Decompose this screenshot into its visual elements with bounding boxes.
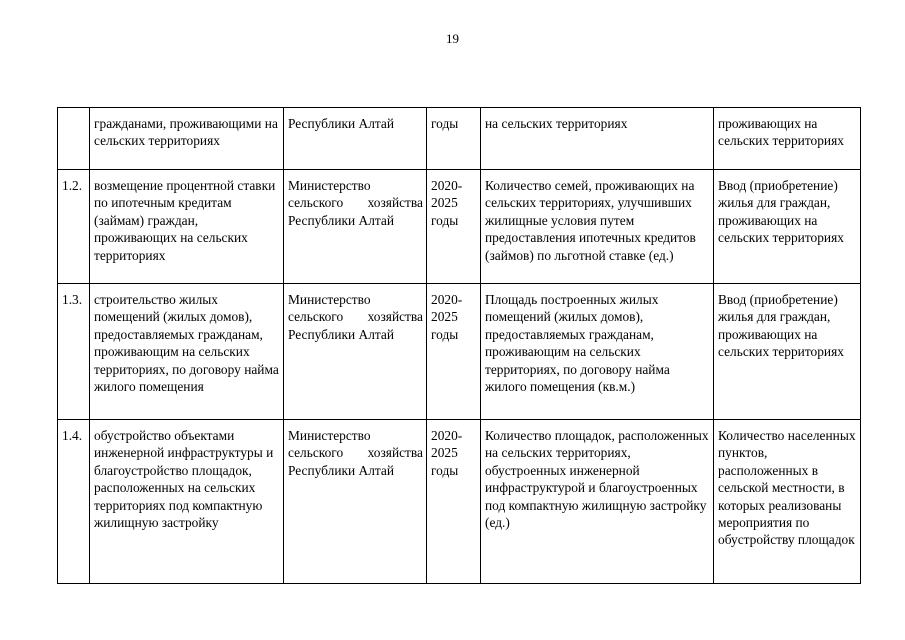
table-row xyxy=(58,420,861,584)
program-table xyxy=(57,107,861,584)
indicator-cell: Количество семей, проживающих на сельских территориях, улучшивших жилищные условия путем предоставления ипотечных кредитов (займов) по льготной ставке (ед.) xyxy=(481,170,714,284)
indicator-cell: на сельских территориях xyxy=(481,108,714,170)
action-cell: обустройство объектами инженерной инфраструктуры и благоустройство площадок, расположенных на сельских территориях под компактную жилищную застройку xyxy=(90,420,284,584)
executor-cell: Республики Алтай xyxy=(284,108,427,170)
period-cell: 2020-2025 годы xyxy=(427,284,481,420)
period-cell: 2020-2025 годы xyxy=(427,170,481,284)
indicator-cell: Количество площадок, расположенных на сельских территориях, обустроенных инженерной инфраструктурой и благоустроенных под компактную жилищную застройку (ед.) xyxy=(481,420,714,584)
period-cell: 2020-2025 годы xyxy=(427,420,481,584)
result-cell: Ввод (приобретение) жилья для граждан, проживающих на сельских территориях xyxy=(714,170,861,284)
executor-cell: Министерство сельского хозяйства Республики Алтай xyxy=(284,284,427,420)
action-cell: возмещение процентной ставки по ипотечным кредитам (займам) граждан, проживающих на сельских территориях xyxy=(90,170,284,284)
result-cell: Количество населенных пунктов, расположенных в сельской местности, в которых реализованы мероприятия по обустройству площадок xyxy=(714,420,861,584)
action-cell: гражданами, проживающими на сельских территориях xyxy=(90,108,284,170)
row-number-cell xyxy=(58,108,90,170)
indicator-cell: Площадь построенных жилых помещений (жилых домов), предоставляемых гражданам, проживающим на сельских территориях, по договору найма жилого помещения (кв.м.) xyxy=(481,284,714,420)
row-number-cell: 1.3. xyxy=(58,284,90,420)
row-number-cell: 1.4. xyxy=(58,420,90,584)
table-row xyxy=(58,108,861,170)
table-row xyxy=(58,170,861,284)
period-cell: годы xyxy=(427,108,481,170)
result-cell: проживающих на сельских территориях xyxy=(714,108,861,170)
executor-cell: Министерство сельского хозяйства Республики Алтай xyxy=(284,170,427,284)
table-row xyxy=(58,284,861,420)
page-number: 19 xyxy=(446,31,459,46)
action-cell: строительство жилых помещений (жилых домов), предоставляемых гражданам, проживающим на сельских территориях, по договору найма жилого помещения xyxy=(90,284,284,420)
result-cell: Ввод (приобретение) жилья для граждан, проживающих на сельских территориях xyxy=(714,284,861,420)
executor-cell: Министерство сельского хозяйства Республики Алтай xyxy=(284,420,427,584)
row-number-cell: 1.2. xyxy=(58,170,90,284)
